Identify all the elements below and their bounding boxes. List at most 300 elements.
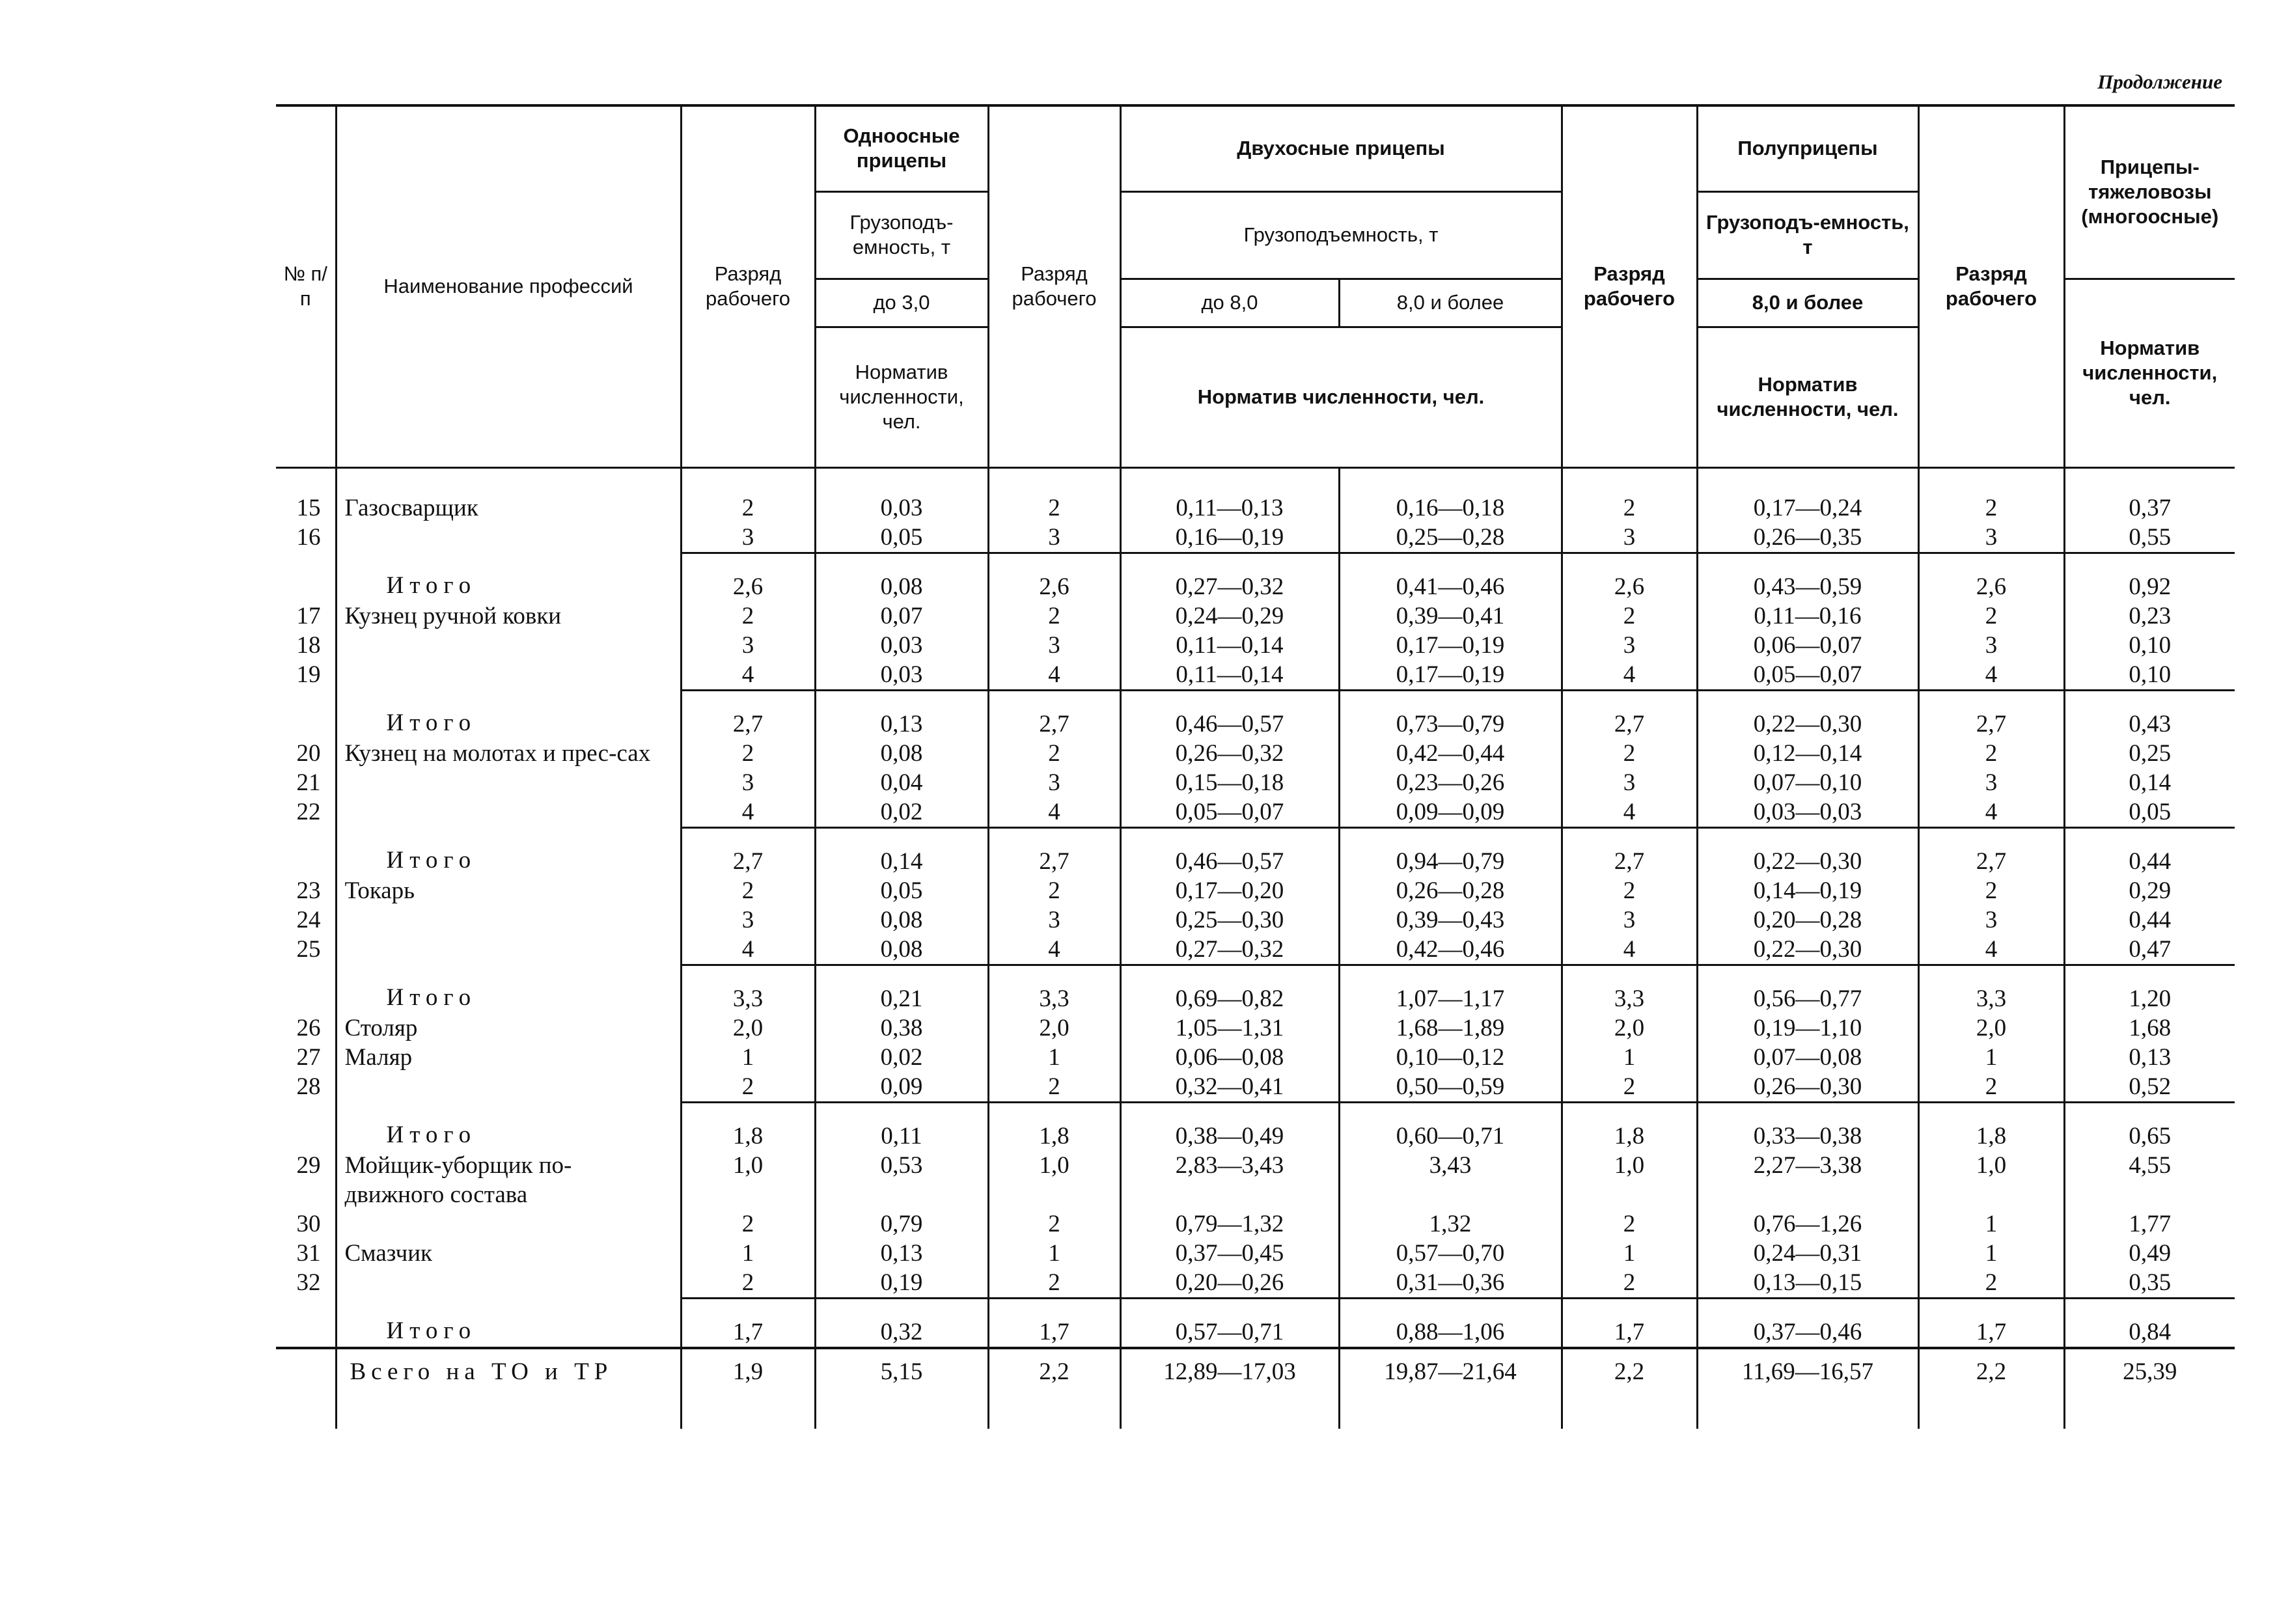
grade-double-cell: 4 bbox=[988, 935, 1120, 965]
profession-cell bbox=[336, 1209, 681, 1239]
norm-heavy-cell: 0,44 bbox=[2064, 827, 2235, 876]
header-profession: Наименование профессий bbox=[336, 105, 681, 467]
row-number: 27 bbox=[276, 1043, 336, 1072]
norm-double-from-8-cell: 0,60—0,71 bbox=[1339, 1102, 1562, 1151]
grade-double-cell: 2 bbox=[988, 601, 1120, 631]
grade-single-cell: 1,0 bbox=[681, 1151, 815, 1209]
grade-single-cell: 1,8 bbox=[681, 1102, 815, 1151]
row-number: 16 bbox=[276, 523, 336, 553]
grade-single-cell: 2 bbox=[681, 1268, 815, 1299]
table-header bbox=[276, 105, 2235, 467]
norm-double-from-8-cell: 0,39—0,41 bbox=[1339, 601, 1562, 631]
grade-heavy-cell: 3 bbox=[1918, 523, 2064, 553]
norm-double-up-to-8-cell: 0,57—0,71 bbox=[1120, 1298, 1339, 1348]
norm-heavy-cell: 0,05 bbox=[2064, 797, 2235, 828]
norm-double-from-8-cell: 0,26—0,28 bbox=[1339, 876, 1562, 905]
row-number: 29 bbox=[276, 1151, 336, 1209]
norm-semi-cell: 0,22—0,30 bbox=[1697, 827, 1918, 876]
grade-semi-cell: 2 bbox=[1562, 601, 1697, 631]
grade-semi-cell: 2 bbox=[1562, 1072, 1697, 1103]
grade-semi-cell: 2 bbox=[1562, 876, 1697, 905]
grade-semi-cell: 2 bbox=[1562, 1268, 1697, 1299]
grand-total-row bbox=[276, 1348, 2235, 1429]
norm-double-from-8-cell: 1,07—1,17 bbox=[1339, 965, 1562, 1013]
grade-single-cell: 2,7 bbox=[681, 690, 815, 739]
profession-cell bbox=[336, 1072, 681, 1103]
header-grade-3: Разряд рабочего bbox=[1562, 105, 1697, 467]
profession-name: Смазчик bbox=[344, 1239, 433, 1267]
grade-heavy-cell: 2,7 bbox=[1918, 690, 2064, 739]
norm-double-up-to-8-cell: 0,26—0,32 bbox=[1120, 739, 1339, 768]
profession-name: Маляр bbox=[344, 1043, 413, 1071]
profession-name: Кузнец ручной ковки bbox=[344, 602, 562, 629]
norm-heavy-cell: 0,43 bbox=[2064, 690, 2235, 739]
table-row bbox=[276, 601, 2235, 631]
grade-heavy-cell: 4 bbox=[1918, 935, 2064, 965]
table-row bbox=[276, 1043, 2235, 1072]
norm-semi-cell: 0,37—0,46 bbox=[1697, 1298, 1918, 1348]
grade-semi-cell: 2 bbox=[1562, 467, 1697, 523]
profession-name: Столяр bbox=[344, 1014, 418, 1041]
row-number: 21 bbox=[276, 768, 336, 797]
grade-heavy-cell: 3,3 bbox=[1918, 965, 2064, 1013]
row-number: 31 bbox=[276, 1239, 336, 1268]
grade-heavy-cell: 2 bbox=[1918, 739, 2064, 768]
norm-double-from-8-cell: 0,09—0,09 bbox=[1339, 797, 1562, 828]
norm-double-up-to-8-cell: 0,17—0,20 bbox=[1120, 876, 1339, 905]
grade-semi-cell: 2,7 bbox=[1562, 690, 1697, 739]
norm-semi-cell: 0,03—0,03 bbox=[1697, 797, 1918, 828]
header-norm-single: Норматив численности, чел. bbox=[815, 327, 988, 467]
norm-single-cell: 0,03 bbox=[815, 631, 988, 660]
norm-heavy-cell: 0,10 bbox=[2064, 660, 2235, 691]
norm-double-from-8-cell: 0,23—0,26 bbox=[1339, 768, 1562, 797]
subtotal-row bbox=[276, 965, 2235, 1013]
header-single-axle: Одноосные прицепы bbox=[815, 105, 988, 191]
subtotal-label: Итого bbox=[386, 1122, 477, 1148]
table-row bbox=[276, 739, 2235, 768]
subtotal-label: Итого bbox=[386, 572, 477, 599]
profession-name: Кузнец на молотах и прес-сах bbox=[344, 739, 651, 767]
grade-semi-cell: 2 bbox=[1562, 739, 1697, 768]
norm-heavy-cell: 0,52 bbox=[2064, 1072, 2235, 1103]
profession-cell bbox=[336, 1268, 681, 1299]
header-up-to-3: до 3,0 bbox=[815, 279, 988, 327]
total-norm-double-up-to-8-cell: 12,89—17,03 bbox=[1120, 1348, 1339, 1429]
header-norm-double: Норматив численности, чел. bbox=[1120, 327, 1562, 467]
profession-cell bbox=[336, 1298, 681, 1348]
grade-double-cell: 3 bbox=[988, 631, 1120, 660]
header-heavy: Прицепы-тяжеловозы (многоосные) bbox=[2064, 105, 2235, 279]
norm-heavy-cell: 0,35 bbox=[2064, 1268, 2235, 1299]
subtotal-row bbox=[276, 690, 2235, 739]
norm-single-cell: 0,08 bbox=[815, 935, 988, 965]
row-number: 15 bbox=[276, 467, 336, 523]
subtotal-row bbox=[276, 1298, 2235, 1348]
norm-single-cell: 0,13 bbox=[815, 690, 988, 739]
profession-name: Мойщик-уборщик по-движного состава bbox=[344, 1151, 572, 1208]
norm-semi-cell: 0,07—0,08 bbox=[1697, 1043, 1918, 1072]
norm-heavy-cell: 0,29 bbox=[2064, 876, 2235, 905]
row-number bbox=[276, 965, 336, 1013]
grade-heavy-cell: 2,6 bbox=[1918, 553, 2064, 601]
grade-semi-cell: 3 bbox=[1562, 631, 1697, 660]
profession-cell bbox=[336, 690, 681, 739]
norm-single-cell: 0,08 bbox=[815, 739, 988, 768]
grade-semi-cell: 1,8 bbox=[1562, 1102, 1697, 1151]
norm-semi-cell: 0,26—0,35 bbox=[1697, 523, 1918, 553]
norm-heavy-cell: 1,77 bbox=[2064, 1209, 2235, 1239]
row-number bbox=[276, 1298, 336, 1348]
grade-single-cell: 4 bbox=[681, 660, 815, 691]
profession-cell bbox=[336, 965, 681, 1013]
header-load-capacity-double: Грузоподъемность, т bbox=[1120, 191, 1562, 279]
norm-single-cell: 0,14 bbox=[815, 827, 988, 876]
norm-semi-cell: 0,20—0,28 bbox=[1697, 905, 1918, 935]
grade-single-cell: 2,6 bbox=[681, 553, 815, 601]
norm-double-from-8-cell: 0,88—1,06 bbox=[1339, 1298, 1562, 1348]
norm-double-up-to-8-cell: 0,46—0,57 bbox=[1120, 827, 1339, 876]
profession-cell bbox=[336, 1013, 681, 1043]
norm-double-from-8-cell: 0,41—0,46 bbox=[1339, 553, 1562, 601]
grade-heavy-cell: 2,7 bbox=[1918, 827, 2064, 876]
table-row bbox=[276, 905, 2235, 935]
norm-double-from-8-cell: 0,39—0,43 bbox=[1339, 905, 1562, 935]
table-row bbox=[276, 768, 2235, 797]
grade-double-cell: 2 bbox=[988, 1072, 1120, 1103]
norm-double-up-to-8-cell: 0,11—0,13 bbox=[1120, 467, 1339, 523]
grade-semi-cell: 1 bbox=[1562, 1239, 1697, 1268]
grade-heavy-cell: 2 bbox=[1918, 876, 2064, 905]
norm-heavy-cell: 0,49 bbox=[2064, 1239, 2235, 1268]
norm-single-cell: 0,38 bbox=[815, 1013, 988, 1043]
row-number bbox=[276, 1102, 336, 1151]
grade-single-cell: 3,3 bbox=[681, 965, 815, 1013]
profession-cell bbox=[336, 660, 681, 691]
grade-semi-cell: 3 bbox=[1562, 905, 1697, 935]
norm-single-cell: 0,53 bbox=[815, 1151, 988, 1209]
grade-single-cell: 2 bbox=[681, 467, 815, 523]
grade-double-cell: 2 bbox=[988, 1268, 1120, 1299]
profession-cell bbox=[336, 553, 681, 601]
grade-single-cell: 3 bbox=[681, 523, 815, 553]
table-row bbox=[276, 523, 2235, 553]
grade-heavy-cell: 2,0 bbox=[1918, 1013, 2064, 1043]
norm-double-up-to-8-cell: 0,38—0,49 bbox=[1120, 1102, 1339, 1151]
grade-heavy-cell: 3 bbox=[1918, 631, 2064, 660]
header-double-axle: Двухосные прицепы bbox=[1120, 105, 1562, 191]
header-semi-from-8: 8,0 и более bbox=[1697, 279, 1918, 327]
norm-heavy-cell: 0,84 bbox=[2064, 1298, 2235, 1348]
norm-double-from-8-cell: 1,68—1,89 bbox=[1339, 1013, 1562, 1043]
norm-single-cell: 0,79 bbox=[815, 1209, 988, 1239]
norm-double-up-to-8-cell: 0,11—0,14 bbox=[1120, 631, 1339, 660]
row-number bbox=[276, 827, 336, 876]
norm-semi-cell: 0,24—0,31 bbox=[1697, 1239, 1918, 1268]
grade-double-cell: 2 bbox=[988, 739, 1120, 768]
grade-semi-cell: 2,7 bbox=[1562, 827, 1697, 876]
norm-single-cell: 0,13 bbox=[815, 1239, 988, 1268]
header-norm-heavy: Норматив численности, чел. bbox=[2064, 279, 2235, 467]
norm-double-up-to-8-cell: 0,27—0,32 bbox=[1120, 935, 1339, 965]
norm-double-up-to-8-cell: 0,46—0,57 bbox=[1120, 690, 1339, 739]
grade-single-cell: 1 bbox=[681, 1239, 815, 1268]
norm-semi-cell: 0,07—0,10 bbox=[1697, 768, 1918, 797]
table-row bbox=[276, 1072, 2235, 1103]
profession-cell bbox=[336, 935, 681, 965]
header-load-capacity-single: Грузоподъ-емность, т bbox=[815, 191, 988, 279]
profession-cell bbox=[336, 1043, 681, 1072]
grade-single-cell: 2 bbox=[681, 876, 815, 905]
grade-double-cell: 3 bbox=[988, 905, 1120, 935]
norm-heavy-cell: 0,65 bbox=[2064, 1102, 2235, 1151]
norm-double-up-to-8-cell: 0,11—0,14 bbox=[1120, 660, 1339, 691]
row-number: 32 bbox=[276, 1268, 336, 1299]
row-number: 28 bbox=[276, 1072, 336, 1103]
profession-cell bbox=[336, 1102, 681, 1151]
norm-double-up-to-8-cell: 0,25—0,30 bbox=[1120, 905, 1339, 935]
subtotal-row bbox=[276, 1102, 2235, 1151]
norm-semi-cell: 0,06—0,07 bbox=[1697, 631, 1918, 660]
total-norm-heavy-cell: 25,39 bbox=[2064, 1348, 2235, 1429]
row-number: 20 bbox=[276, 739, 336, 768]
norm-single-cell: 0,32 bbox=[815, 1298, 988, 1348]
norm-heavy-cell: 4,55 bbox=[2064, 1151, 2235, 1209]
norm-heavy-cell: 0,47 bbox=[2064, 935, 2235, 965]
grade-double-cell: 2 bbox=[988, 467, 1120, 523]
profession-cell bbox=[336, 631, 681, 660]
norm-single-cell: 0,09 bbox=[815, 1072, 988, 1103]
row-number: 25 bbox=[276, 935, 336, 965]
profession-cell bbox=[336, 739, 681, 768]
profession-name: Газосварщик bbox=[344, 494, 478, 521]
grade-semi-cell: 3,3 bbox=[1562, 965, 1697, 1013]
total-grade-single-cell: 1,9 bbox=[681, 1348, 815, 1429]
norm-heavy-cell: 0,10 bbox=[2064, 631, 2235, 660]
grade-double-cell: 2,7 bbox=[988, 690, 1120, 739]
grade-double-cell: 4 bbox=[988, 797, 1120, 828]
grade-semi-cell: 3 bbox=[1562, 768, 1697, 797]
row-number bbox=[276, 1348, 336, 1429]
norm-double-from-8-cell: 0,42—0,44 bbox=[1339, 739, 1562, 768]
row-number: 30 bbox=[276, 1209, 336, 1239]
grade-semi-cell: 2,6 bbox=[1562, 553, 1697, 601]
norm-double-from-8-cell: 0,50—0,59 bbox=[1339, 1072, 1562, 1103]
grade-single-cell: 2 bbox=[681, 1072, 815, 1103]
norm-double-up-to-8-cell: 0,69—0,82 bbox=[1120, 965, 1339, 1013]
table-row bbox=[276, 631, 2235, 660]
grade-double-cell: 1,8 bbox=[988, 1102, 1120, 1151]
total-norm-semi-cell: 11,69—16,57 bbox=[1697, 1348, 1918, 1429]
profession-cell bbox=[336, 601, 681, 631]
grade-heavy-cell: 2 bbox=[1918, 601, 2064, 631]
header-grade-1: Разряд рабочего bbox=[681, 105, 815, 467]
grade-semi-cell: 1 bbox=[1562, 1043, 1697, 1072]
norm-single-cell: 0,07 bbox=[815, 601, 988, 631]
norm-double-from-8-cell: 0,57—0,70 bbox=[1339, 1239, 1562, 1268]
row-number: 24 bbox=[276, 905, 336, 935]
row-number bbox=[276, 690, 336, 739]
grade-semi-cell: 1,7 bbox=[1562, 1298, 1697, 1348]
table-row bbox=[276, 1151, 2235, 1209]
norm-semi-cell: 0,22—0,30 bbox=[1697, 690, 1918, 739]
grade-semi-cell: 2 bbox=[1562, 1209, 1697, 1239]
norm-double-from-8-cell: 0,10—0,12 bbox=[1339, 1043, 1562, 1072]
norm-semi-cell: 0,26—0,30 bbox=[1697, 1072, 1918, 1103]
grade-single-cell: 1 bbox=[681, 1043, 815, 1072]
norm-heavy-cell: 0,37 bbox=[2064, 467, 2235, 523]
table-body bbox=[276, 467, 2235, 1429]
profession-cell bbox=[336, 876, 681, 905]
norm-single-cell: 0,05 bbox=[815, 876, 988, 905]
norm-heavy-cell: 0,92 bbox=[2064, 553, 2235, 601]
header-no: № п/п bbox=[276, 105, 336, 467]
grade-single-cell: 2 bbox=[681, 601, 815, 631]
grade-double-cell: 3 bbox=[988, 768, 1120, 797]
norm-double-from-8-cell: 0,16—0,18 bbox=[1339, 467, 1562, 523]
grade-single-cell: 2 bbox=[681, 1209, 815, 1239]
grade-heavy-cell: 1,8 bbox=[1918, 1102, 2064, 1151]
grade-double-cell: 2 bbox=[988, 876, 1120, 905]
norm-double-up-to-8-cell: 0,06—0,08 bbox=[1120, 1043, 1339, 1072]
norm-semi-cell: 2,27—3,38 bbox=[1697, 1151, 1918, 1209]
header-load-capacity-semi: Грузоподъ-емность, т bbox=[1697, 191, 1918, 279]
grade-double-cell: 1,7 bbox=[988, 1298, 1120, 1348]
norm-double-from-8-cell: 0,73—0,79 bbox=[1339, 690, 1562, 739]
table-row bbox=[276, 1209, 2235, 1239]
table-row bbox=[276, 467, 2235, 523]
table-row bbox=[276, 1239, 2235, 1268]
total-grade-double-cell: 2,2 bbox=[988, 1348, 1120, 1429]
norm-double-from-8-cell: 0,17—0,19 bbox=[1339, 660, 1562, 691]
norm-double-up-to-8-cell: 0,05—0,07 bbox=[1120, 797, 1339, 828]
grade-heavy-cell: 2 bbox=[1918, 467, 2064, 523]
profession-cell bbox=[336, 1151, 681, 1209]
subtotal-label: Итого bbox=[386, 847, 477, 874]
norm-double-up-to-8-cell: 0,20—0,26 bbox=[1120, 1268, 1339, 1299]
grade-semi-cell: 4 bbox=[1562, 660, 1697, 691]
header-from-8: 8,0 и более bbox=[1339, 279, 1562, 327]
norm-heavy-cell: 0,55 bbox=[2064, 523, 2235, 553]
row-number: 26 bbox=[276, 1013, 336, 1043]
norm-semi-cell: 0,43—0,59 bbox=[1697, 553, 1918, 601]
subtotal-label: Итого bbox=[386, 984, 477, 1011]
grade-heavy-cell: 1,7 bbox=[1918, 1298, 2064, 1348]
grade-heavy-cell: 1 bbox=[1918, 1043, 2064, 1072]
header-norm-semi: Норматив численности, чел. bbox=[1697, 327, 1918, 467]
norm-double-up-to-8-cell: 2,83—3,43 bbox=[1120, 1151, 1339, 1209]
row-number: 22 bbox=[276, 797, 336, 828]
header-grade-2: Разряд рабочего bbox=[988, 105, 1120, 467]
norm-semi-cell: 0,22—0,30 bbox=[1697, 935, 1918, 965]
continuation-label: Продолжение bbox=[2097, 70, 2222, 93]
total-grade-semi-cell: 2,2 bbox=[1562, 1348, 1697, 1429]
grade-semi-cell: 4 bbox=[1562, 935, 1697, 965]
row-number: 23 bbox=[276, 876, 336, 905]
grade-semi-cell: 1,0 bbox=[1562, 1151, 1697, 1209]
table-row bbox=[276, 1013, 2235, 1043]
grade-heavy-cell: 4 bbox=[1918, 660, 2064, 691]
norm-heavy-cell: 0,25 bbox=[2064, 739, 2235, 768]
norm-single-cell: 0,02 bbox=[815, 1043, 988, 1072]
table-row bbox=[276, 876, 2235, 905]
grade-double-cell: 1 bbox=[988, 1239, 1120, 1268]
norm-semi-cell: 0,33—0,38 bbox=[1697, 1102, 1918, 1151]
grade-heavy-cell: 4 bbox=[1918, 797, 2064, 828]
grade-double-cell: 3 bbox=[988, 523, 1120, 553]
profession-cell bbox=[336, 1239, 681, 1268]
grade-heavy-cell: 2 bbox=[1918, 1072, 2064, 1103]
table-row bbox=[276, 660, 2235, 691]
row-number: 17 bbox=[276, 601, 336, 631]
grade-heavy-cell: 1 bbox=[1918, 1239, 2064, 1268]
grade-double-cell: 2 bbox=[988, 1209, 1120, 1239]
norm-double-from-8-cell: 0,17—0,19 bbox=[1339, 631, 1562, 660]
subtotal-row bbox=[276, 827, 2235, 876]
norm-semi-cell: 0,12—0,14 bbox=[1697, 739, 1918, 768]
norm-double-up-to-8-cell: 0,24—0,29 bbox=[1120, 601, 1339, 631]
subtotal-label: Итого bbox=[386, 1317, 477, 1344]
norm-semi-cell: 0,13—0,15 bbox=[1697, 1268, 1918, 1299]
header-up-to-8: до 8,0 bbox=[1120, 279, 1339, 327]
norm-semi-cell: 0,05—0,07 bbox=[1697, 660, 1918, 691]
total-norm-double-from-8-cell: 19,87—21,64 bbox=[1339, 1348, 1562, 1429]
grade-double-cell: 1 bbox=[988, 1043, 1120, 1072]
norm-single-cell: 0,21 bbox=[815, 965, 988, 1013]
grade-double-cell: 2,6 bbox=[988, 553, 1120, 601]
norm-heavy-cell: 0,14 bbox=[2064, 768, 2235, 797]
norm-double-from-8-cell: 3,43 bbox=[1339, 1151, 1562, 1209]
grade-heavy-cell: 1,0 bbox=[1918, 1151, 2064, 1209]
norm-heavy-cell: 0,44 bbox=[2064, 905, 2235, 935]
table-row bbox=[276, 935, 2235, 965]
grade-single-cell: 2,0 bbox=[681, 1013, 815, 1043]
grade-heavy-cell: 2 bbox=[1918, 1268, 2064, 1299]
table-row bbox=[276, 797, 2235, 828]
norm-double-up-to-8-cell: 1,05—1,31 bbox=[1120, 1013, 1339, 1043]
grade-double-cell: 1,0 bbox=[988, 1151, 1120, 1209]
norm-double-from-8-cell: 1,32 bbox=[1339, 1209, 1562, 1239]
norm-double-up-to-8-cell: 0,37—0,45 bbox=[1120, 1239, 1339, 1268]
total-grade-heavy-cell: 2,2 bbox=[1918, 1348, 2064, 1429]
profession-cell bbox=[336, 768, 681, 797]
norm-double-up-to-8-cell: 0,15—0,18 bbox=[1120, 768, 1339, 797]
norm-single-cell: 0,05 bbox=[815, 523, 988, 553]
norm-heavy-cell: 1,68 bbox=[2064, 1013, 2235, 1043]
header-grade-4: Разряд рабочего bbox=[1918, 105, 2064, 467]
norm-single-cell: 0,03 bbox=[815, 467, 988, 523]
grade-semi-cell: 4 bbox=[1562, 797, 1697, 828]
norm-double-from-8-cell: 0,25—0,28 bbox=[1339, 523, 1562, 553]
profession-cell bbox=[336, 523, 681, 553]
norm-heavy-cell: 0,23 bbox=[2064, 601, 2235, 631]
norm-double-up-to-8-cell: 0,27—0,32 bbox=[1120, 553, 1339, 601]
norm-single-cell: 0,03 bbox=[815, 660, 988, 691]
grade-single-cell: 2 bbox=[681, 739, 815, 768]
grade-heavy-cell: 3 bbox=[1918, 768, 2064, 797]
norm-semi-cell: 0,14—0,19 bbox=[1697, 876, 1918, 905]
staffing-norms-table bbox=[276, 104, 2235, 1429]
grade-single-cell: 4 bbox=[681, 935, 815, 965]
norm-semi-cell: 0,19—1,10 bbox=[1697, 1013, 1918, 1043]
norm-double-from-8-cell: 0,42—0,46 bbox=[1339, 935, 1562, 965]
norm-single-cell: 0,02 bbox=[815, 797, 988, 828]
table-row bbox=[276, 1268, 2235, 1299]
norm-heavy-cell: 1,20 bbox=[2064, 965, 2235, 1013]
profession-name: Токарь bbox=[344, 877, 415, 904]
grade-heavy-cell: 1 bbox=[1918, 1209, 2064, 1239]
grade-single-cell: 4 bbox=[681, 797, 815, 828]
